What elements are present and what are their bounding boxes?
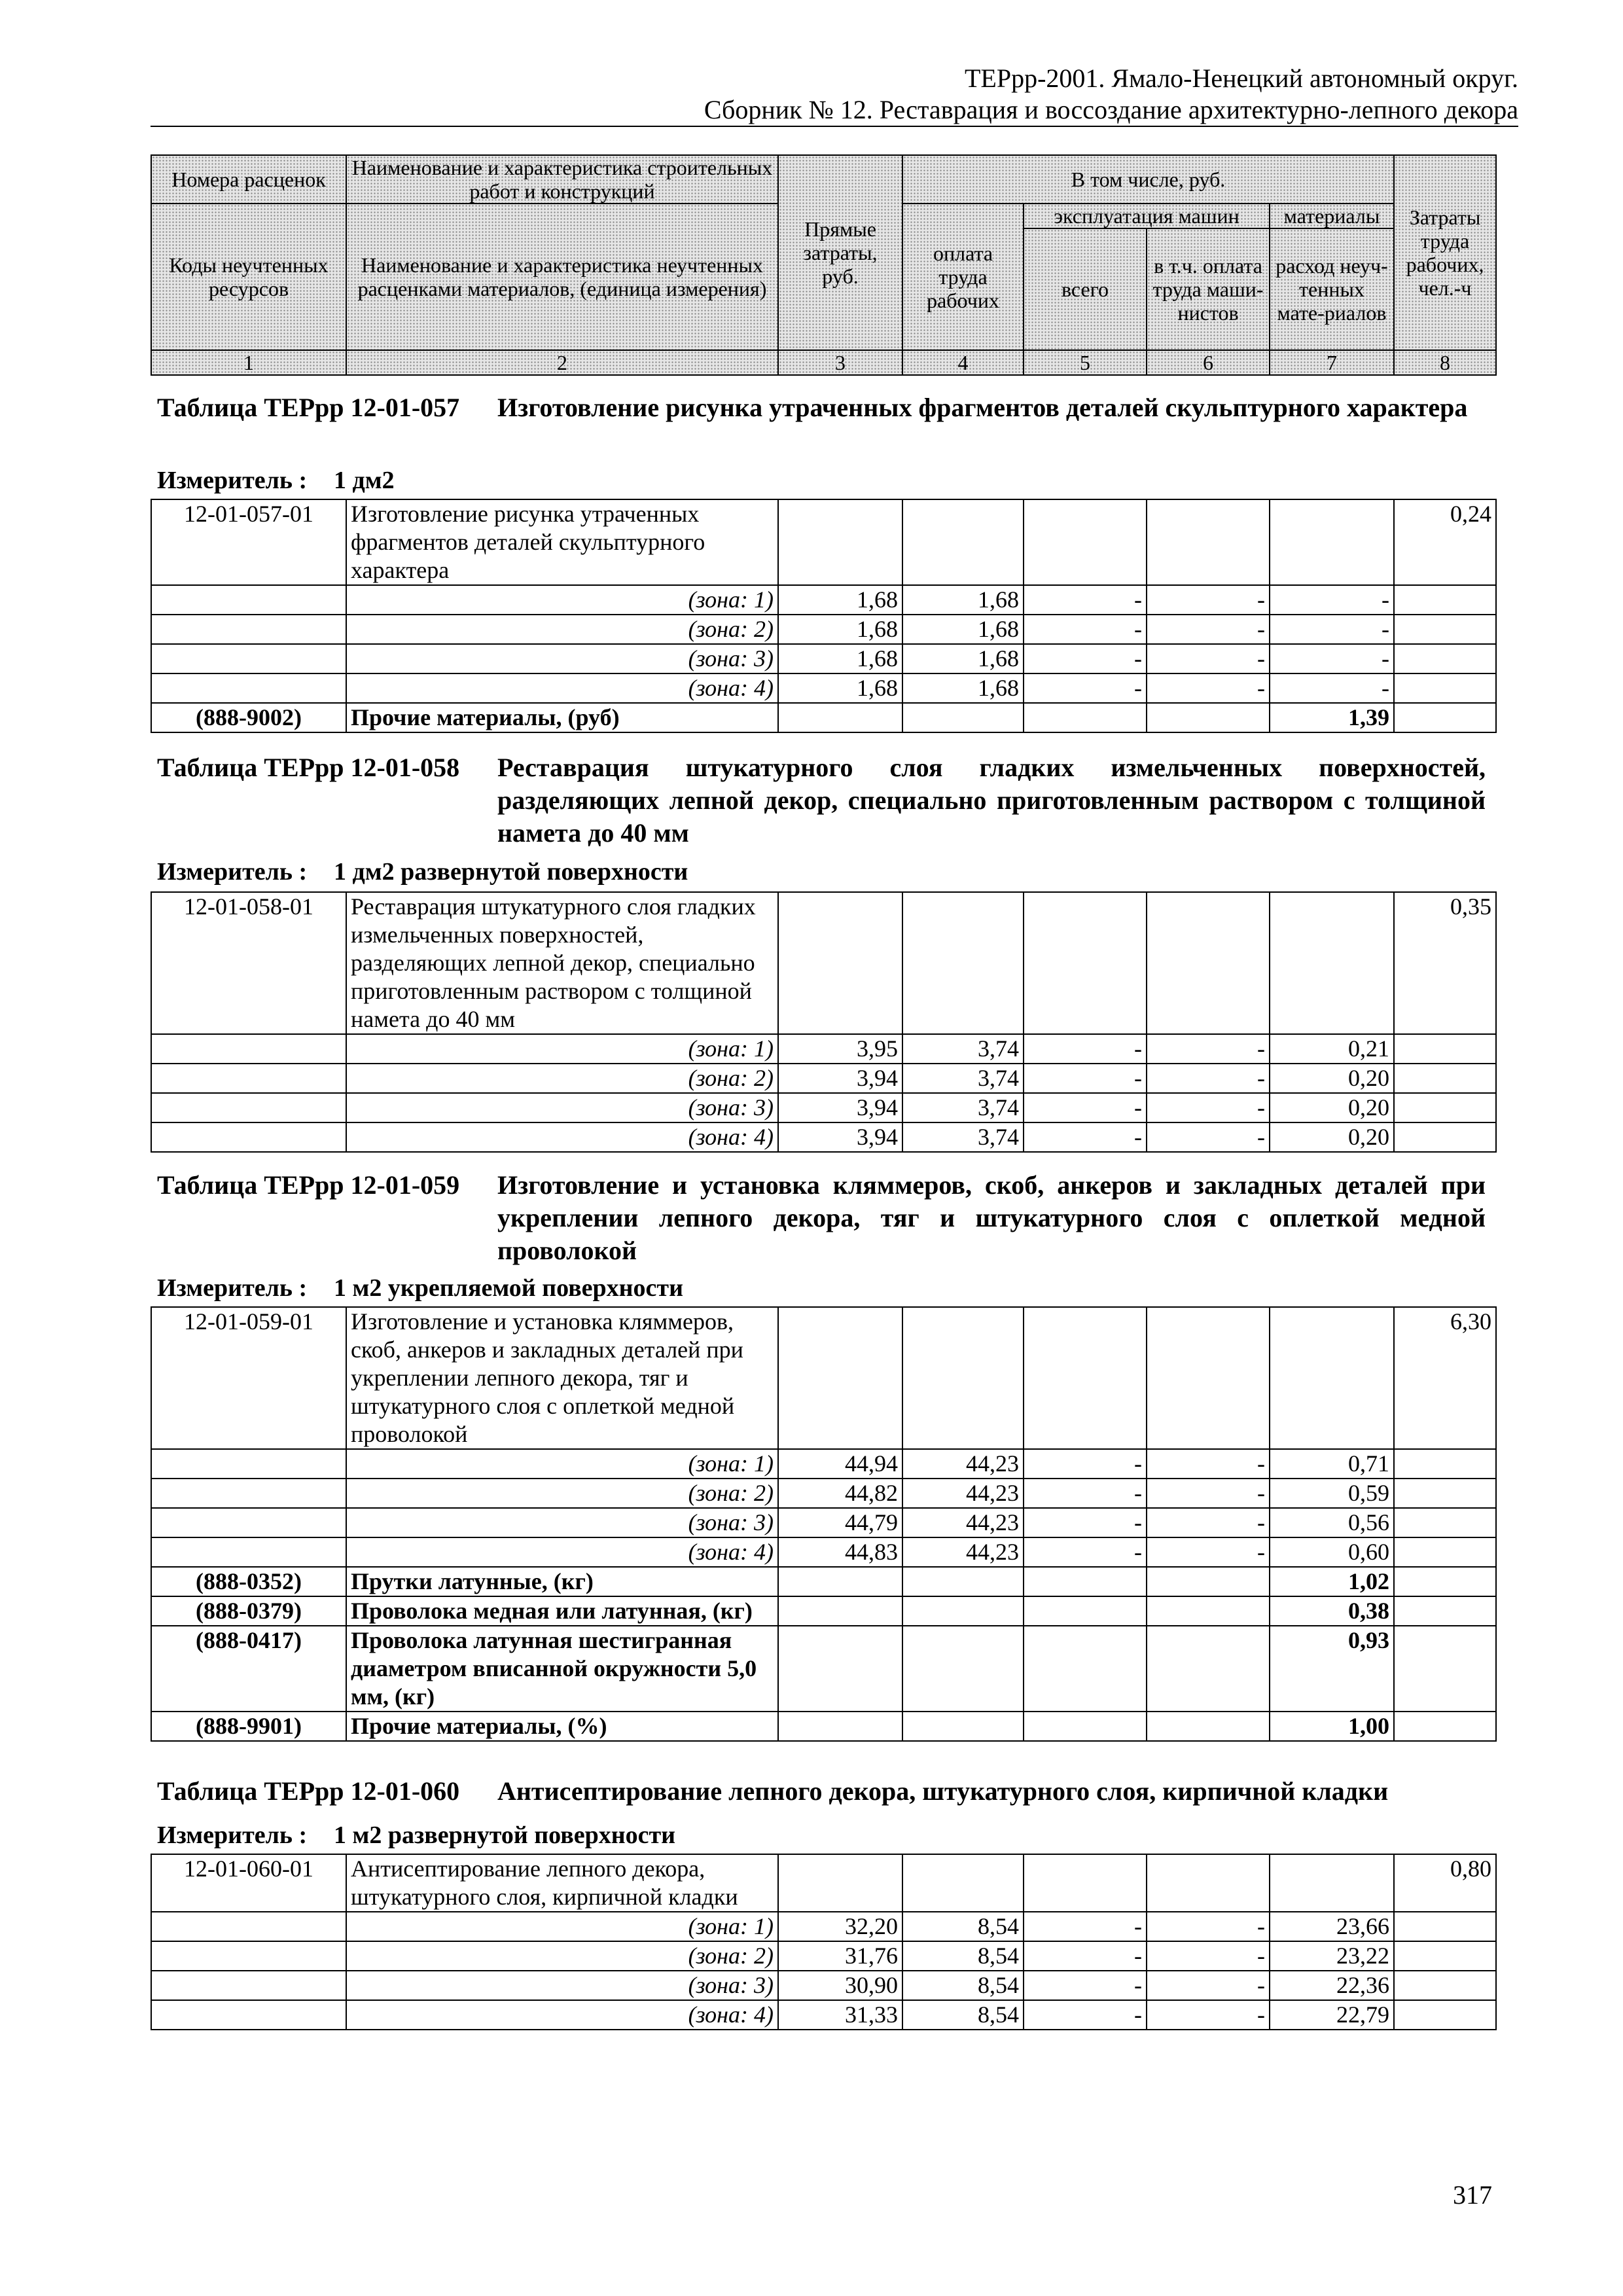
cell-code: (888-0379) bbox=[151, 1596, 346, 1626]
rates-table bbox=[151, 1854, 1497, 2030]
header-resource-codes: Коды неучтенных ресурсов bbox=[151, 204, 346, 350]
table-row bbox=[151, 1712, 1496, 1741]
rates-table bbox=[151, 1306, 1497, 1742]
measure-label: Измеритель : bbox=[157, 1821, 308, 1849]
table-code: Таблица ТЕРрр 12-01-057 bbox=[157, 393, 460, 422]
cell-zone: (зона: 3) bbox=[346, 1971, 778, 2000]
cell-value-8 bbox=[1394, 1034, 1496, 1064]
cell-value-7 bbox=[1270, 1307, 1394, 1449]
table-row bbox=[151, 1626, 1496, 1712]
cell-value-7: - bbox=[1270, 615, 1394, 644]
cell-value-3: 31,76 bbox=[778, 1941, 902, 1971]
header-machinist-pay: в т.ч. оплата труда маши-нистов bbox=[1147, 228, 1270, 350]
cell-value-3 bbox=[778, 499, 902, 585]
cell-code: (888-0352) bbox=[151, 1567, 346, 1596]
cell-value-7: - bbox=[1270, 673, 1394, 703]
cell-code bbox=[151, 585, 346, 615]
cell-value-7: 0,21 bbox=[1270, 1034, 1394, 1064]
table-title bbox=[157, 391, 1486, 424]
page-number: 317 bbox=[1453, 2180, 1492, 2210]
header-machine-operation: эксплуатация машин bbox=[1024, 204, 1270, 228]
cell-value-5: - bbox=[1024, 1093, 1147, 1122]
cell-zone: (зона: 4) bbox=[346, 2000, 778, 2030]
table-code: Таблица ТЕРрр 12-01-060 bbox=[157, 1776, 460, 1806]
cell-value-6: - bbox=[1147, 644, 1270, 673]
table-row bbox=[151, 1912, 1496, 1941]
cell-value-7: 1,00 bbox=[1270, 1712, 1394, 1741]
cell-value-7: 0,93 bbox=[1270, 1626, 1394, 1712]
cell-value-5 bbox=[1024, 892, 1147, 1034]
cell-value-6: - bbox=[1147, 1912, 1270, 1941]
cell-value-3: 3,95 bbox=[778, 1034, 902, 1064]
cell-zone: (зона: 1) bbox=[346, 1912, 778, 1941]
table-row bbox=[151, 1449, 1496, 1479]
cell-value-8 bbox=[1394, 1912, 1496, 1941]
cell-code bbox=[151, 1449, 346, 1479]
cell-value-6: - bbox=[1147, 1971, 1270, 2000]
cell-value-4: 8,54 bbox=[902, 2000, 1024, 2030]
table-row bbox=[151, 2000, 1496, 2030]
cell-value-5: - bbox=[1024, 1449, 1147, 1479]
cell-value-8 bbox=[1394, 1971, 1496, 2000]
measure-line bbox=[157, 857, 688, 886]
table-row bbox=[151, 1537, 1496, 1567]
cell-value-3: 1,68 bbox=[778, 644, 902, 673]
cell-value-8 bbox=[1394, 2000, 1496, 2030]
table-row bbox=[151, 585, 1496, 615]
measure-line bbox=[157, 1274, 683, 1302]
table-row bbox=[151, 1093, 1496, 1122]
running-header-line2: Сборник № 12. Реставрация и воссоздание архитектурно-лепного декора bbox=[704, 95, 1518, 124]
table-row bbox=[151, 892, 1496, 1034]
cell-value-6 bbox=[1147, 1712, 1270, 1741]
cell-value-7: 23,66 bbox=[1270, 1912, 1394, 1941]
table-row bbox=[151, 644, 1496, 673]
table-row bbox=[151, 1479, 1496, 1508]
cell-name: Изготовление и установка кляммеров, скоб, анкеров и закладных деталей при укреплении лепного декора, тяг и штукатурного слоя с оплеткой медной проволокой bbox=[346, 1307, 778, 1449]
cell-value-7: 0,60 bbox=[1270, 1537, 1394, 1567]
header-labor: Затраты труда рабочих, чел.-ч bbox=[1394, 155, 1496, 350]
header-number-1: 1 bbox=[151, 350, 346, 375]
cell-name: Прочие материалы, (руб) bbox=[346, 703, 778, 732]
cell-value-6: - bbox=[1147, 1479, 1270, 1508]
cell-zone: (зона: 1) bbox=[346, 585, 778, 615]
cell-value-8 bbox=[1394, 1449, 1496, 1479]
cell-value-5 bbox=[1024, 703, 1147, 732]
cell-value-3: 32,20 bbox=[778, 1912, 902, 1941]
cell-value-3 bbox=[778, 1596, 902, 1626]
rates-table bbox=[151, 891, 1497, 1153]
cell-value-4: 3,74 bbox=[902, 1034, 1024, 1064]
header-materials: материалы bbox=[1270, 204, 1394, 228]
table-row bbox=[151, 1971, 1496, 2000]
cell-code bbox=[151, 1971, 346, 2000]
table-name: Антисептирование лепного декора, штукатурного слоя, кирпичной кладки bbox=[497, 1776, 1389, 1806]
cell-zone: (зона: 2) bbox=[346, 1479, 778, 1508]
table-title bbox=[157, 1775, 1486, 1808]
cell-code: (888-9901) bbox=[151, 1712, 346, 1741]
cell-value-4 bbox=[902, 1307, 1024, 1449]
table-row bbox=[151, 1941, 1496, 1971]
cell-value-4: 1,68 bbox=[902, 644, 1024, 673]
cell-value-6: - bbox=[1147, 585, 1270, 615]
cell-zone: (зона: 2) bbox=[346, 615, 778, 644]
header-number-7: 7 bbox=[1270, 350, 1394, 375]
measure-label: Измеритель : bbox=[157, 858, 308, 886]
measure-value: 1 м2 развернутой поверхности bbox=[334, 1821, 676, 1849]
cell-name: Изготовление рисунка утраченных фрагментов деталей скульптурного характера bbox=[346, 499, 778, 585]
cell-value-5 bbox=[1024, 1626, 1147, 1712]
cell-zone: (зона: 1) bbox=[346, 1449, 778, 1479]
cell-value-8 bbox=[1394, 1567, 1496, 1596]
cell-value-7: - bbox=[1270, 644, 1394, 673]
cell-code bbox=[151, 1508, 346, 1537]
cell-value-6 bbox=[1147, 703, 1270, 732]
cell-code bbox=[151, 1479, 346, 1508]
table-row bbox=[151, 1854, 1496, 1912]
cell-value-7: 0,20 bbox=[1270, 1122, 1394, 1152]
table-code: Таблица ТЕРрр 12-01-058 bbox=[157, 753, 460, 782]
header-including: В том числе, руб. bbox=[902, 155, 1394, 204]
header-rate-numbers: Номера расценок bbox=[151, 155, 346, 204]
cell-value-3 bbox=[778, 703, 902, 732]
cell-value-6: - bbox=[1147, 1941, 1270, 1971]
cell-value-3: 1,68 bbox=[778, 585, 902, 615]
table-title bbox=[157, 751, 1486, 850]
header-work-name: Наименование и характеристика строительных работ и конструкций bbox=[346, 155, 778, 204]
cell-value-3 bbox=[778, 1307, 902, 1449]
table-name: Реставрация штукатурного слоя гладких измельченных поверхностей, разделяющих лепной декор, специально приготовленным раствором с толщиной намета до 40 мм bbox=[497, 753, 1486, 848]
cell-value-8 bbox=[1394, 1626, 1496, 1712]
cell-value-4: 8,54 bbox=[902, 1971, 1024, 2000]
cell-value-8 bbox=[1394, 673, 1496, 703]
cell-value-5 bbox=[1024, 1854, 1147, 1912]
cell-value-5: - bbox=[1024, 1064, 1147, 1093]
measure-line bbox=[157, 1821, 675, 1850]
header-number-2: 2 bbox=[346, 350, 778, 375]
cell-value-6 bbox=[1147, 1567, 1270, 1596]
table-code: Таблица ТЕРрр 12-01-059 bbox=[157, 1170, 460, 1200]
table-row bbox=[151, 1064, 1496, 1093]
cell-value-4: 8,54 bbox=[902, 1941, 1024, 1971]
cell-value-6 bbox=[1147, 892, 1270, 1034]
cell-zone: (зона: 3) bbox=[346, 1508, 778, 1537]
measure-line bbox=[157, 466, 395, 495]
header-number-5: 5 bbox=[1024, 350, 1147, 375]
cell-value-7 bbox=[1270, 892, 1394, 1034]
cell-value-7 bbox=[1270, 1854, 1394, 1912]
cell-value-8: 0,80 bbox=[1394, 1854, 1496, 1912]
cell-value-4 bbox=[902, 499, 1024, 585]
cell-zone: (зона: 4) bbox=[346, 1122, 778, 1152]
cell-value-5: - bbox=[1024, 615, 1147, 644]
cell-value-4: 44,23 bbox=[902, 1449, 1024, 1479]
cell-value-5: - bbox=[1024, 1034, 1147, 1064]
cell-value-8 bbox=[1394, 1537, 1496, 1567]
cell-code bbox=[151, 673, 346, 703]
header-number-8: 8 bbox=[1394, 350, 1496, 375]
cell-value-6: - bbox=[1147, 615, 1270, 644]
cell-name: Проволока медная или латунная, (кг) bbox=[346, 1596, 778, 1626]
table-row bbox=[151, 1034, 1496, 1064]
cell-value-6: - bbox=[1147, 2000, 1270, 2030]
cell-value-4: 1,68 bbox=[902, 673, 1024, 703]
cell-value-6: - bbox=[1147, 1537, 1270, 1567]
cell-code: (888-0417) bbox=[151, 1626, 346, 1712]
cell-value-3: 1,68 bbox=[778, 673, 902, 703]
cell-value-8 bbox=[1394, 1093, 1496, 1122]
cell-value-4: 44,23 bbox=[902, 1537, 1024, 1567]
cell-code: 12-01-058-01 bbox=[151, 892, 346, 1034]
cell-value-5: - bbox=[1024, 1122, 1147, 1152]
cell-value-7: 1,02 bbox=[1270, 1567, 1394, 1596]
cell-value-7: 0,56 bbox=[1270, 1508, 1394, 1537]
cell-value-3 bbox=[778, 892, 902, 1034]
cell-value-3: 1,68 bbox=[778, 615, 902, 644]
cell-value-3: 44,83 bbox=[778, 1537, 902, 1567]
cell-value-6: - bbox=[1147, 1034, 1270, 1064]
cell-code bbox=[151, 1064, 346, 1093]
cell-name: Прочие материалы, (%) bbox=[346, 1712, 778, 1741]
cell-value-5: - bbox=[1024, 1912, 1147, 1941]
cell-value-4: 44,23 bbox=[902, 1508, 1024, 1537]
cell-value-4: 1,68 bbox=[902, 615, 1024, 644]
cell-value-8 bbox=[1394, 1479, 1496, 1508]
table-row bbox=[151, 1508, 1496, 1537]
cell-value-4 bbox=[902, 892, 1024, 1034]
cell-name: Реставрация штукатурного слоя гладких измельченных поверхностей, разделяющих лепной декор, специально приготовленным раствором с толщиной намета до 40 мм bbox=[346, 892, 778, 1034]
cell-value-7: - bbox=[1270, 585, 1394, 615]
cell-value-5 bbox=[1024, 499, 1147, 585]
running-header-line1: ТЕРрр-2001. Ямало-Ненецкий автономный округ. bbox=[964, 63, 1518, 93]
cell-value-3: 44,79 bbox=[778, 1508, 902, 1537]
cell-value-6 bbox=[1147, 499, 1270, 585]
header-worker-pay: оплата труда рабочих bbox=[902, 204, 1024, 350]
header-number-6: 6 bbox=[1147, 350, 1270, 375]
cell-value-4 bbox=[902, 1626, 1024, 1712]
cell-value-7: 0,20 bbox=[1270, 1064, 1394, 1093]
cell-value-3: 44,94 bbox=[778, 1449, 902, 1479]
cell-value-3: 31,33 bbox=[778, 2000, 902, 2030]
cell-code bbox=[151, 1537, 346, 1567]
cell-value-8 bbox=[1394, 703, 1496, 732]
cell-value-5: - bbox=[1024, 1537, 1147, 1567]
cell-code: 12-01-059-01 bbox=[151, 1307, 346, 1449]
cell-zone: (зона: 4) bbox=[346, 1537, 778, 1567]
cell-value-3: 3,94 bbox=[778, 1093, 902, 1122]
cell-value-3: 30,90 bbox=[778, 1971, 902, 2000]
cell-value-7 bbox=[1270, 499, 1394, 585]
cell-value-4: 1,68 bbox=[902, 585, 1024, 615]
cell-value-7: 0,38 bbox=[1270, 1596, 1394, 1626]
cell-value-8 bbox=[1394, 615, 1496, 644]
table-row bbox=[151, 1596, 1496, 1626]
cell-value-6: - bbox=[1147, 673, 1270, 703]
cell-code bbox=[151, 1034, 346, 1064]
cell-value-8 bbox=[1394, 1596, 1496, 1626]
cell-value-6: - bbox=[1147, 1449, 1270, 1479]
cell-value-8 bbox=[1394, 1122, 1496, 1152]
cell-code bbox=[151, 644, 346, 673]
cell-value-7: 0,71 bbox=[1270, 1449, 1394, 1479]
measure-value: 1 дм2 развернутой поверхности bbox=[334, 858, 688, 886]
cell-value-6: - bbox=[1147, 1064, 1270, 1093]
header-material-name: Наименование и характеристика неучтенных расценками материалов, (единица измерения) bbox=[346, 204, 778, 350]
cell-zone: (зона: 4) bbox=[346, 673, 778, 703]
cell-value-7: 1,39 bbox=[1270, 703, 1394, 732]
cell-value-4 bbox=[902, 1596, 1024, 1626]
cell-value-3 bbox=[778, 1712, 902, 1741]
cell-code bbox=[151, 1941, 346, 1971]
cell-code bbox=[151, 2000, 346, 2030]
cell-value-5 bbox=[1024, 1596, 1147, 1626]
rates-table bbox=[151, 499, 1497, 733]
cell-value-4: 8,54 bbox=[902, 1912, 1024, 1941]
cell-value-6 bbox=[1147, 1307, 1270, 1449]
cell-value-8: 0,35 bbox=[1394, 892, 1496, 1034]
cell-value-3: 3,94 bbox=[778, 1122, 902, 1152]
measure-value: 1 м2 укрепляемой поверхности bbox=[334, 1274, 683, 1302]
cell-value-8 bbox=[1394, 1712, 1496, 1741]
cell-code bbox=[151, 615, 346, 644]
column-header-table bbox=[151, 154, 1497, 376]
cell-value-7: 0,59 bbox=[1270, 1479, 1394, 1508]
cell-value-6: - bbox=[1147, 1122, 1270, 1152]
cell-value-4 bbox=[902, 703, 1024, 732]
cell-value-7: 0,20 bbox=[1270, 1093, 1394, 1122]
cell-zone: (зона: 3) bbox=[346, 644, 778, 673]
header-number-4: 4 bbox=[902, 350, 1024, 375]
cell-value-7: 23,22 bbox=[1270, 1941, 1394, 1971]
table-title bbox=[157, 1169, 1486, 1267]
header-number-3: 3 bbox=[778, 350, 902, 375]
cell-value-6 bbox=[1147, 1854, 1270, 1912]
cell-value-8 bbox=[1394, 1064, 1496, 1093]
cell-value-4: 3,74 bbox=[902, 1122, 1024, 1152]
cell-value-5: - bbox=[1024, 1479, 1147, 1508]
cell-value-5: - bbox=[1024, 1508, 1147, 1537]
cell-code bbox=[151, 1122, 346, 1152]
cell-value-4 bbox=[902, 1567, 1024, 1596]
cell-value-3 bbox=[778, 1854, 902, 1912]
header-materials-usage: расход неуч-тенных мате-риалов bbox=[1270, 228, 1394, 350]
cell-code: (888-9002) bbox=[151, 703, 346, 732]
table-row bbox=[151, 615, 1496, 644]
cell-value-6 bbox=[1147, 1596, 1270, 1626]
cell-value-8: 6,30 bbox=[1394, 1307, 1496, 1449]
cell-zone: (зона: 1) bbox=[346, 1034, 778, 1064]
table-row bbox=[151, 673, 1496, 703]
cell-name: Прутки латунные, (кг) bbox=[346, 1567, 778, 1596]
cell-code bbox=[151, 1912, 346, 1941]
header-rule bbox=[151, 126, 1518, 127]
cell-zone: (зона: 2) bbox=[346, 1941, 778, 1971]
cell-value-4: 3,74 bbox=[902, 1064, 1024, 1093]
cell-value-8: 0,24 bbox=[1394, 499, 1496, 585]
cell-code: 12-01-057-01 bbox=[151, 499, 346, 585]
table-name: Изготовление рисунка утраченных фрагментов деталей скульптурного характера bbox=[497, 393, 1468, 422]
cell-value-6: - bbox=[1147, 1093, 1270, 1122]
cell-value-5 bbox=[1024, 1712, 1147, 1741]
cell-value-6 bbox=[1147, 1626, 1270, 1712]
cell-value-3 bbox=[778, 1567, 902, 1596]
measure-label: Измеритель : bbox=[157, 1274, 308, 1302]
cell-value-5 bbox=[1024, 1567, 1147, 1596]
cell-value-8 bbox=[1394, 644, 1496, 673]
cell-value-6: - bbox=[1147, 1508, 1270, 1537]
cell-code bbox=[151, 1093, 346, 1122]
cell-value-5: - bbox=[1024, 644, 1147, 673]
cell-value-3: 3,94 bbox=[778, 1064, 902, 1093]
cell-name: Проволока латунная шестигранная диаметром вписанной окружности 5,0 мм, (кг) bbox=[346, 1626, 778, 1712]
cell-value-5 bbox=[1024, 1307, 1147, 1449]
cell-value-8 bbox=[1394, 1941, 1496, 1971]
cell-value-8 bbox=[1394, 585, 1496, 615]
table-row bbox=[151, 1307, 1496, 1449]
cell-value-7: 22,79 bbox=[1270, 2000, 1394, 2030]
cell-value-4 bbox=[902, 1854, 1024, 1912]
cell-value-5: - bbox=[1024, 585, 1147, 615]
cell-value-4: 44,23 bbox=[902, 1479, 1024, 1508]
measure-label: Измеритель : bbox=[157, 467, 308, 494]
cell-code: 12-01-060-01 bbox=[151, 1854, 346, 1912]
cell-zone: (зона: 2) bbox=[346, 1064, 778, 1093]
header-direct-costs: Прямые затраты, руб. bbox=[778, 155, 902, 350]
table-row bbox=[151, 499, 1496, 585]
cell-value-4: 3,74 bbox=[902, 1093, 1024, 1122]
header-machine-total: всего bbox=[1024, 228, 1147, 350]
table-row bbox=[151, 1122, 1496, 1152]
cell-value-3 bbox=[778, 1626, 902, 1712]
cell-value-5: - bbox=[1024, 1941, 1147, 1971]
cell-value-5: - bbox=[1024, 673, 1147, 703]
table-row bbox=[151, 1567, 1496, 1596]
cell-value-5: - bbox=[1024, 1971, 1147, 2000]
cell-value-5: - bbox=[1024, 2000, 1147, 2030]
table-name: Изготовление и установка кляммеров, скоб, анкеров и закладных деталей при укреплении лепного декора, тяг и штукатурного слоя с оплеткой медной проволокой bbox=[497, 1170, 1486, 1265]
cell-value-7: 22,36 bbox=[1270, 1971, 1394, 2000]
cell-value-4 bbox=[902, 1712, 1024, 1741]
cell-value-8 bbox=[1394, 1508, 1496, 1537]
cell-zone: (зона: 3) bbox=[346, 1093, 778, 1122]
cell-name: Антисептирование лепного декора, штукатурного слоя, кирпичной кладки bbox=[346, 1854, 778, 1912]
cell-value-3: 44,82 bbox=[778, 1479, 902, 1508]
table-row bbox=[151, 703, 1496, 732]
measure-value: 1 дм2 bbox=[334, 467, 395, 494]
